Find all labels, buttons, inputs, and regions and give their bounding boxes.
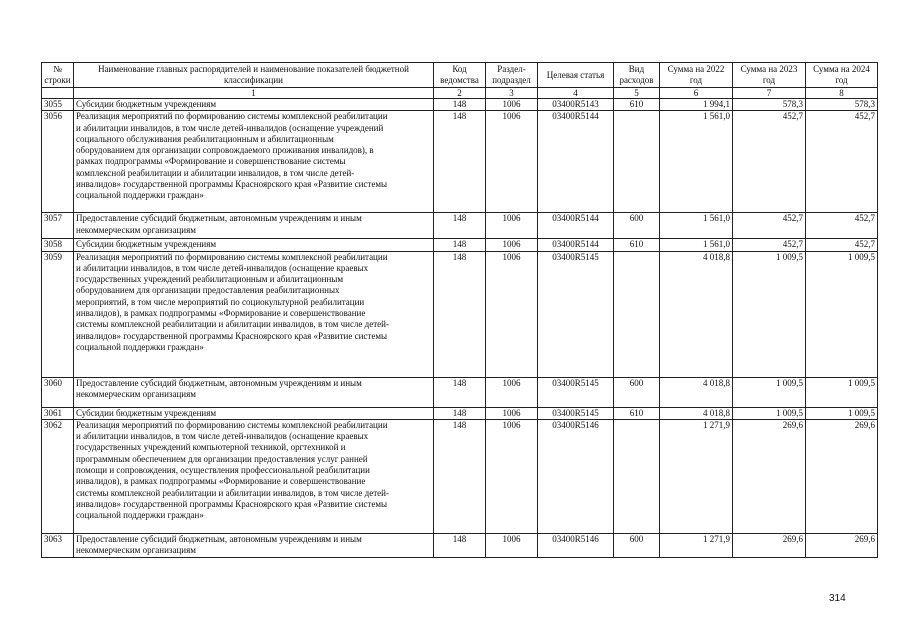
row-sum-2024: 269,6 <box>806 419 878 533</box>
row-section: 1006 <box>486 239 538 251</box>
table-row <box>42 111 878 213</box>
row-expense-type: 610 <box>614 239 660 251</box>
row-target-article: 03400R5144 <box>538 213 614 239</box>
row-dept-code: 148 <box>434 407 486 419</box>
row-sum-2022: 4 018,8 <box>660 251 733 377</box>
row-section: 1006 <box>486 99 538 111</box>
header-row-no: № строки <box>42 63 74 88</box>
row-expense-type <box>614 419 660 533</box>
column-number: 8 <box>806 88 878 99</box>
header-sum-2022: Сумма на 2022 год <box>660 63 733 88</box>
row-expense-type: 610 <box>614 407 660 419</box>
table-row <box>42 99 878 111</box>
row-sum-2023: 452,7 <box>733 213 806 239</box>
row-number: 3061 <box>42 407 74 419</box>
row-sum-2024: 1 009,5 <box>806 251 878 377</box>
row-number: 3063 <box>42 533 74 557</box>
column-number: 2 <box>434 88 486 99</box>
row-name: Субсидии бюджетным учреждениям <box>74 407 434 419</box>
row-name: Реализация мероприятий по формированию системы комплексной реабилитации и абилитации инвалидов, в том числе детей-инвалидов (оснащение учреждений социального обслуживания реабилитационным и абилитационным оборудованием для организации сопровождаемого проживания инвалидов), в рамках подпрограммы «Формирование и совершенствование системы комплексной реабилитации и абилитации инвалидов, в том числе детей- инвалидов» государственной программы Красноярского края «Развитие системы социальной поддержки граждан» <box>74 111 434 213</box>
row-section: 1006 <box>486 533 538 557</box>
row-target-article: 03400R5145 <box>538 251 614 377</box>
row-target-article: 03400R5145 <box>538 407 614 419</box>
row-sum-2024: 452,7 <box>806 239 878 251</box>
row-number: 3056 <box>42 111 74 213</box>
column-number: 5 <box>614 88 660 99</box>
row-expense-type: 600 <box>614 533 660 557</box>
row-sum-2024: 452,7 <box>806 213 878 239</box>
row-sum-2024: 1 009,5 <box>806 407 878 419</box>
column-number: 1 <box>74 88 434 99</box>
column-number: 3 <box>486 88 538 99</box>
row-number: 3062 <box>42 419 74 533</box>
row-target-article: 03400R5146 <box>538 533 614 557</box>
column-number: 4 <box>538 88 614 99</box>
row-dept-code: 148 <box>434 213 486 239</box>
table-row <box>42 251 878 377</box>
row-target-article: 03400R5144 <box>538 111 614 213</box>
row-name: Реализация мероприятий по формированию системы комплексной реабилитации и абилитации инвалидов, в том числе детей-инвалидов (оснащение краевых государственных учреждений реабилитационным и абилитационным оборудованием для организации предоставления реабилитационных мероприятий, в том числе мероприятий по социокультурной реабилитации инвалидов), в рамках подпрограммы «Формирование и совершенствование системы комплексной реабилитации и абилитации инвалидов, в том числе детей- инвалидов» государственной программы Красноярского края «Развитие системы социальной поддержки граждан» <box>74 251 434 377</box>
row-dept-code: 148 <box>434 111 486 213</box>
row-sum-2022: 1 561,0 <box>660 239 733 251</box>
row-dept-code: 148 <box>434 99 486 111</box>
row-expense-type <box>614 111 660 213</box>
header-target-article: Целевая статья <box>538 63 614 88</box>
row-sum-2022: 1 561,0 <box>660 213 733 239</box>
table-row <box>42 239 878 251</box>
row-dept-code: 148 <box>434 377 486 407</box>
column-numbers-row <box>42 88 878 99</box>
row-sum-2023: 1 009,5 <box>733 407 806 419</box>
row-sum-2024: 452,7 <box>806 111 878 213</box>
budget-table <box>41 62 878 558</box>
row-name: Предоставление субсидий бюджетным, автономным учреждениям и иным некоммерческим организациям <box>74 213 434 239</box>
header-sum-2023: Сумма на 2023 год <box>733 63 806 88</box>
table-row <box>42 407 878 419</box>
row-name: Предоставление субсидий бюджетным, автономным учреждениям и иным некоммерческим организациям <box>74 377 434 407</box>
row-number: 3060 <box>42 377 74 407</box>
row-section: 1006 <box>486 377 538 407</box>
row-name: Предоставление субсидий бюджетным, автономным учреждениям и иным некоммерческим организациям <box>74 533 434 557</box>
row-expense-type: 610 <box>614 99 660 111</box>
table-row <box>42 377 878 407</box>
table-body <box>42 99 878 558</box>
column-number <box>42 88 74 99</box>
row-dept-code: 148 <box>434 419 486 533</box>
row-expense-type: 600 <box>614 213 660 239</box>
header-row <box>42 63 878 88</box>
header-expense-type: Вид расходов <box>614 63 660 88</box>
row-sum-2023: 269,6 <box>733 533 806 557</box>
row-dept-code: 148 <box>434 251 486 377</box>
row-dept-code: 148 <box>434 239 486 251</box>
row-sum-2023: 452,7 <box>733 111 806 213</box>
header-dept-code: Код ведомства <box>434 63 486 88</box>
row-target-article: 03400R5146 <box>538 419 614 533</box>
row-target-article: 03400R5144 <box>538 239 614 251</box>
row-sum-2022: 4 018,8 <box>660 407 733 419</box>
table-row <box>42 213 878 239</box>
row-sum-2022: 1 561,0 <box>660 111 733 213</box>
row-sum-2023: 1 009,5 <box>733 377 806 407</box>
row-number: 3058 <box>42 239 74 251</box>
row-sum-2022: 1 271,9 <box>660 533 733 557</box>
row-sum-2023: 452,7 <box>733 239 806 251</box>
row-target-article: 03400R5143 <box>538 99 614 111</box>
row-sum-2024: 269,6 <box>806 533 878 557</box>
header-section: Раздел- подраздел <box>486 63 538 88</box>
header-sum-2024: Сумма на 2024 год <box>806 63 878 88</box>
row-name: Субсидии бюджетным учреждениям <box>74 239 434 251</box>
column-number: 6 <box>660 88 733 99</box>
row-expense-type: 600 <box>614 377 660 407</box>
row-number: 3055 <box>42 99 74 111</box>
row-sum-2022: 1 994,1 <box>660 99 733 111</box>
row-name: Субсидии бюджетным учреждениям <box>74 99 434 111</box>
row-name: Реализация мероприятий по формированию системы комплексной реабилитации и абилитации инвалидов, в том числе детей-инвалидов (оснащение краевых государственных учреждений компьютерной техникой, оргтехникой и программным обеспечением для организации предоставления услуг ранней помощи и сопровождения, осуществления профессиональной реабилитации инвалидов), в рамках подпрограммы «Формирование и совершенствование системы комплексной реабилитации и абилитации инвалидов, в том числе детей- инвалидов» государственной программы Красноярского края «Развитие системы социальной поддержки граждан» <box>74 419 434 533</box>
column-number: 7 <box>733 88 806 99</box>
row-section: 1006 <box>486 419 538 533</box>
row-number: 3057 <box>42 213 74 239</box>
row-sum-2022: 4 018,8 <box>660 377 733 407</box>
row-sum-2022: 1 271,9 <box>660 419 733 533</box>
row-sum-2024: 578,3 <box>806 99 878 111</box>
row-section: 1006 <box>486 407 538 419</box>
row-sum-2023: 578,3 <box>733 99 806 111</box>
row-section: 1006 <box>486 111 538 213</box>
row-sum-2023: 1 009,5 <box>733 251 806 377</box>
table-row <box>42 533 878 557</box>
header-name: Наименование главных распорядителей и наименование показателей бюджетной классификации <box>74 63 434 88</box>
row-section: 1006 <box>486 213 538 239</box>
row-sum-2023: 269,6 <box>733 419 806 533</box>
row-number: 3059 <box>42 251 74 377</box>
row-dept-code: 148 <box>434 533 486 557</box>
row-target-article: 03400R5145 <box>538 377 614 407</box>
page-number: 314 <box>829 593 846 604</box>
row-section: 1006 <box>486 251 538 377</box>
row-sum-2024: 1 009,5 <box>806 377 878 407</box>
row-expense-type <box>614 251 660 377</box>
table-row <box>42 419 878 533</box>
